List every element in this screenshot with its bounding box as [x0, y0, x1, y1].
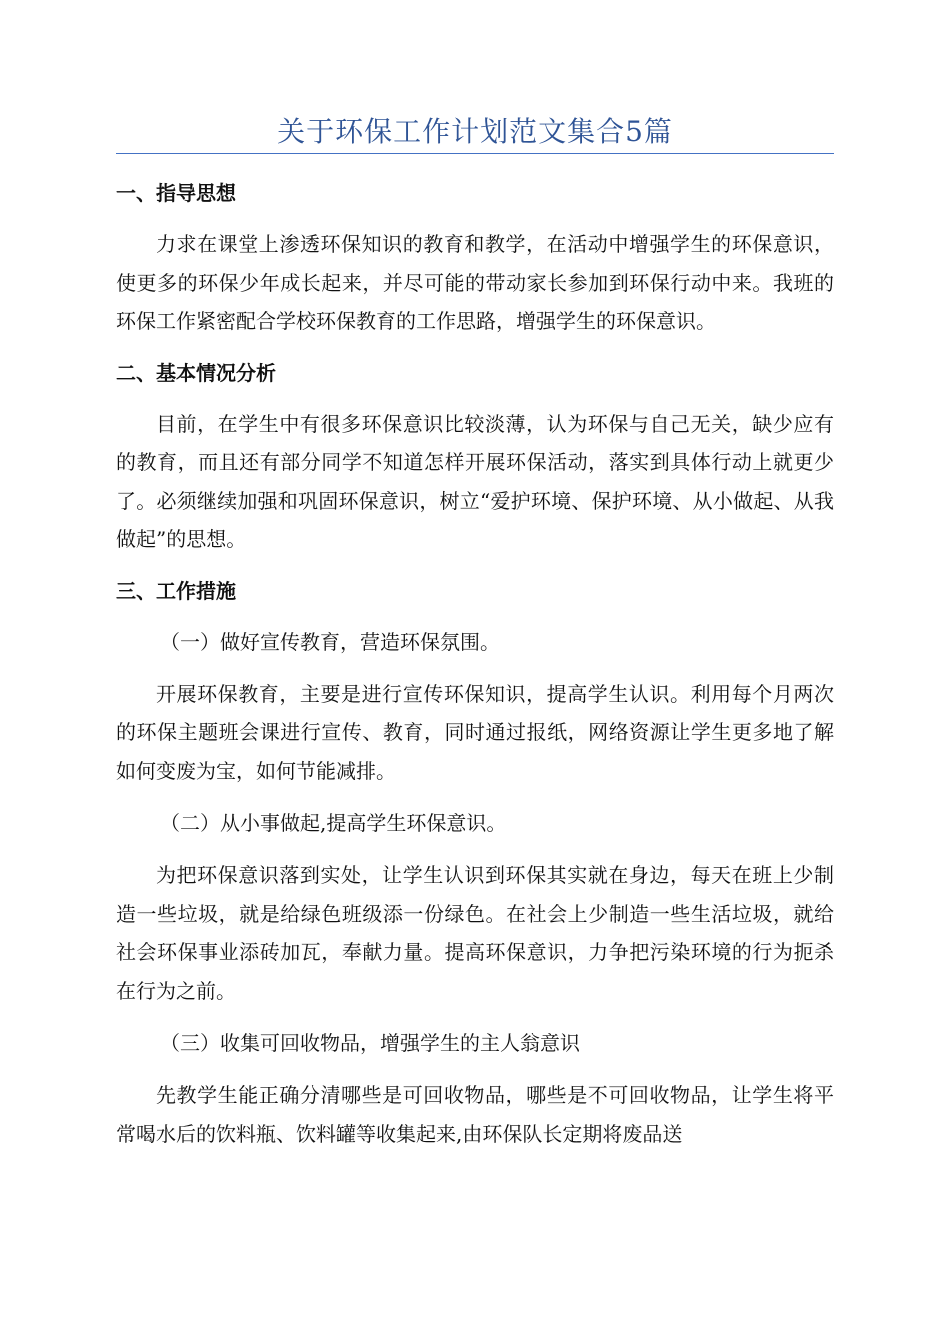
section-1-paragraph: 力求在课堂上渗透环保知识的教育和教学，在活动中增强学生的环保意识，使更多的环保少年成长起来，并尽可能的带动家长参加到环保行动中来。我班的环保工作紧密配合学校环保教育的工作思路，增强学生的环保意识。	[116, 232, 834, 333]
document-title: 关于环保工作计划范文集合5篇	[277, 115, 673, 148]
document-body	[116, 175, 834, 1153]
section-3-paragraph-2: 为把环保意识落到实处，让学生认识到环保其实就在身边，每天在班上少制造一些垃圾，就是给绿色班级添一份绿色。在社会上少制造一些生活垃圾，就给社会环保事业添砖加瓦，奉献力量。提高环保意识，力争把污染环境的行为扼杀在行为之前。	[116, 863, 834, 1003]
section-2-paragraph: 目前，在学生中有很多环保意识比较淡薄，认为环保与自己无关，缺少应有的教育，而且还有部分同学不知道怎样开展环保活动，落实到具体行动上就更少了。必须继续加强和巩固环保意识，树立“爱护环境、保护环境、从小做起、从我做起”的思想。	[116, 411, 834, 551]
subsection-heading-2: （二）从小事做起,提高学生环保意识。	[160, 811, 507, 835]
title-divider	[116, 153, 834, 154]
section-heading-1: 一、指导思想	[116, 181, 236, 205]
section-3-paragraph-3: 先教学生能正确分清哪些是可回收物品，哪些是不可回收物品，让学生将平常喝水后的饮料瓶、饮料罐等收集起来,由环保队长定期将废品送	[116, 1083, 834, 1146]
subsection-heading-3: （三）收集可回收物品，增强学生的主人翁意识	[160, 1031, 580, 1055]
section-heading-2: 二、基本情况分析	[116, 360, 276, 385]
subsection-heading-1: （一）做好宣传教育，营造环保氛围。	[160, 629, 500, 654]
section-heading-3: 三、工作措施	[116, 578, 236, 603]
section-3-paragraph-1: 开展环保教育，主要是进行宣传环保知识，提高学生认识。利用每个月两次的环保主题班会课进行宣传、教育，同时通过报纸，网络资源让学生更多地了解如何变废为宝，如何节能减排。	[116, 681, 834, 783]
